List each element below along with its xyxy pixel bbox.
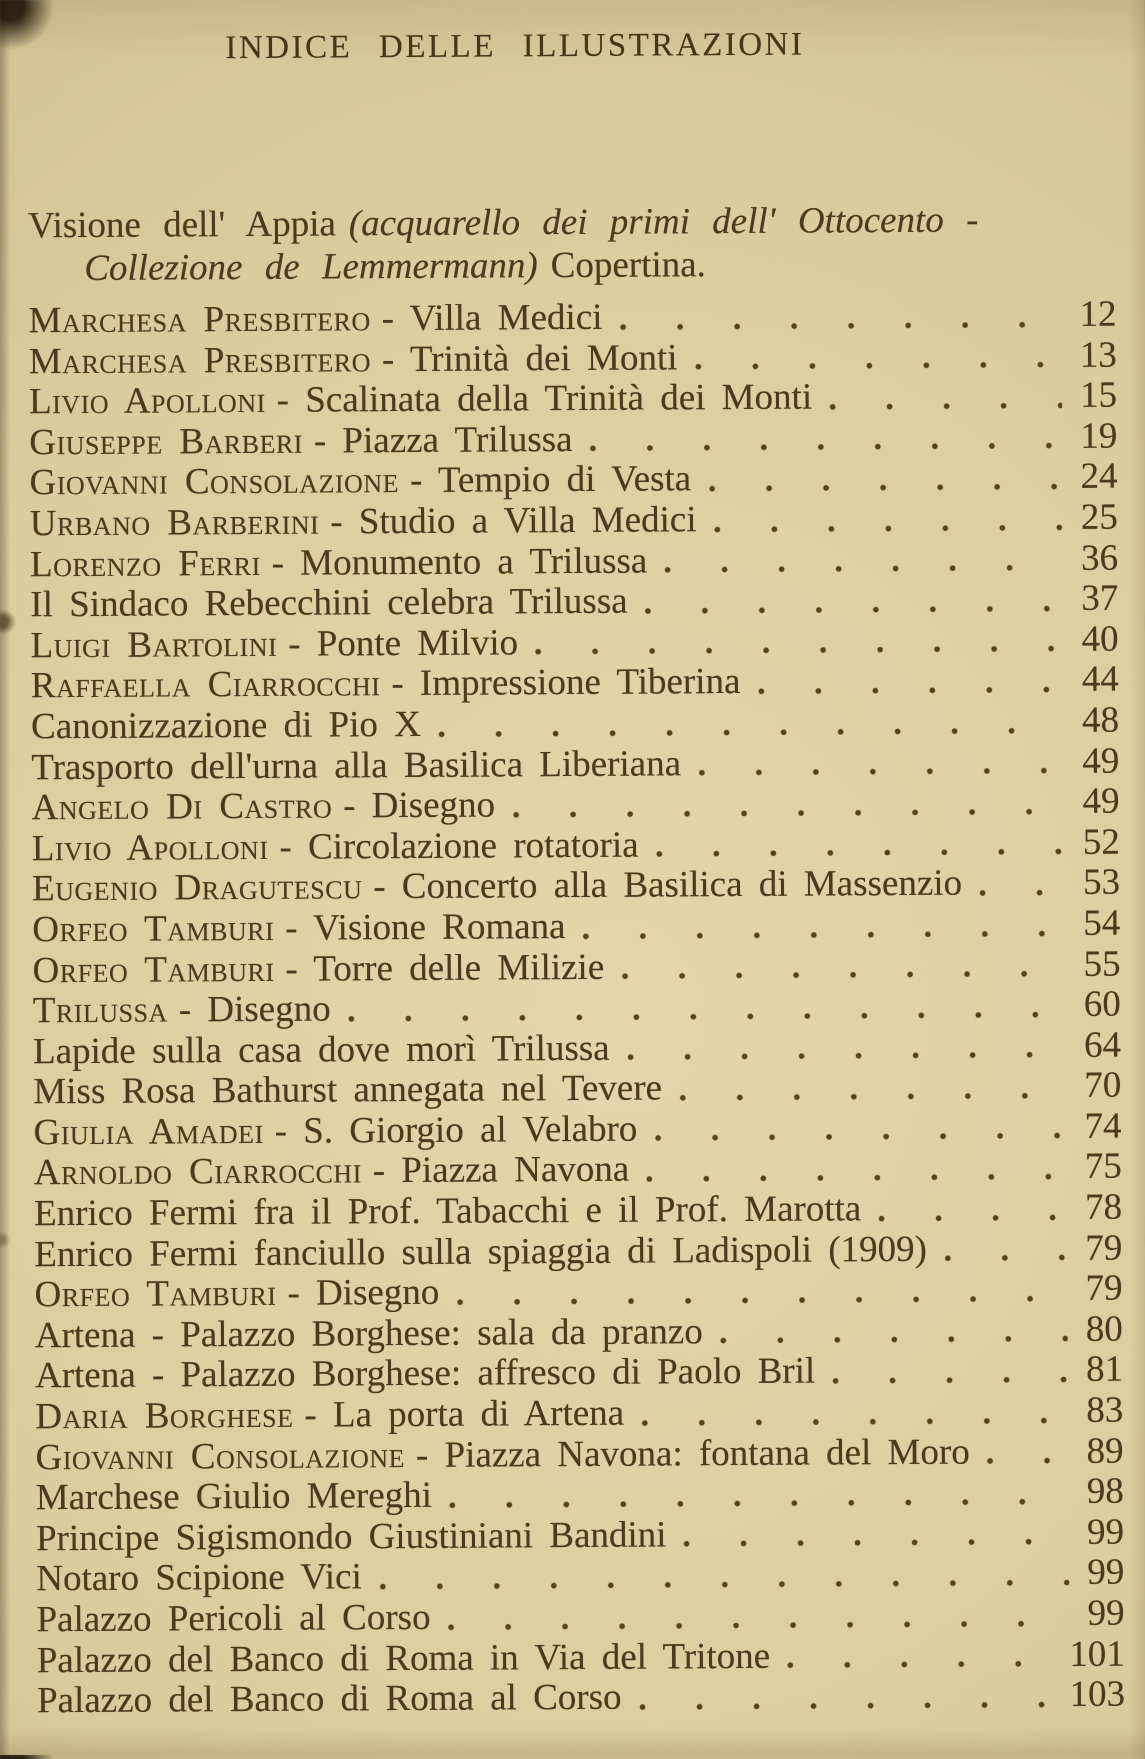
entry-title: Palazzo del Banco di Roma in Via del Tritone [37,1636,771,1681]
toc-list [28,295,1125,1722]
entry-title: - Monumento a Trilussa [272,541,648,584]
toc-entry-row [37,1675,1125,1722]
toc-entry-row [29,416,1117,463]
entry-page-number: 48 [1082,701,1119,742]
toc-entry-row [29,376,1117,423]
entry-page-number: 80 [1086,1309,1123,1350]
toc-entry-row [34,1147,1122,1194]
entry-page-number: 98 [1087,1472,1124,1513]
entry-author-name: Trilussa [33,991,168,1032]
entry-author-name: Eugenio Dragutescu [32,868,362,911]
toc-entry-row [36,1553,1124,1600]
toc-entry-row [32,944,1120,991]
dot-leader [621,969,1065,981]
entry-page-number: 78 [1085,1188,1122,1229]
entry-title: - Disegno [343,786,495,828]
entry-page-number: 101 [1069,1634,1125,1675]
entry-page-number: 52 [1083,822,1120,863]
entry-title: - Tempio di Vesta [410,460,691,502]
dot-leader [379,1578,1069,1591]
entry-page-number: 25 [1081,498,1118,539]
entry-author-name: Giovanni Consolazione [29,461,399,504]
toc-entry-row [33,985,1121,1032]
entry-page-number: 75 [1085,1147,1122,1188]
dot-leader [448,1619,1070,1632]
dot-leader [684,1537,1070,1548]
entry-page-number: 99 [1087,1553,1124,1594]
entry-page-number: 89 [1086,1431,1123,1472]
entry-author-name: Orfeo Tamburi [32,909,274,951]
toc-entry-row [30,538,1118,585]
entry-author-name: Orfeo Tamburi [34,1274,276,1316]
dot-leader [757,685,1063,696]
toc-entry-row [37,1634,1125,1681]
dot-leader [348,1010,1066,1023]
entry-page-number: 83 [1086,1391,1123,1432]
cover-entry-italic-2: Collezione de Lemmermann) [84,245,538,289]
entry-title: Marchese Giulio Mereghi [36,1476,432,1519]
entry-title: - Villa Medici [382,298,603,340]
dot-leader [679,1091,1066,1102]
entry-author-name: Livio Apolloni [29,381,266,423]
entry-author-name: Giulia Amadei [33,1112,263,1154]
entry-author-name: Urbano Barberini [30,503,320,545]
toc-entry-row [32,863,1120,910]
dot-leader [641,1416,1068,1428]
entry-title: Il Sindaco Rebecchini celebra Trilussa [30,582,628,626]
entry-page-number: 64 [1084,1025,1121,1066]
toc-entry-row [33,1066,1121,1113]
entry-page-number: 55 [1083,944,1120,985]
entry-page-number: 24 [1080,457,1117,498]
dot-leader [829,401,1062,411]
toc-entry-row [34,1188,1122,1235]
toc-entry-row [33,1025,1121,1072]
dot-leader [714,523,1063,534]
dot-leader [456,1294,1067,1307]
entry-page-number: 79 [1085,1228,1122,1269]
toc-entry-row [30,619,1118,666]
entry-title: - La porta di Artena [304,1394,624,1437]
dot-leader [698,766,1064,777]
entry-author-name: Giuseppe Barberi [29,421,303,463]
cover-entry-roman-2: Copertina. [551,244,706,286]
entry-author-name: Orfeo Tamburi [32,949,274,991]
entry-author-name: Angelo Di Castro [31,787,332,829]
entry-page-number: 19 [1080,416,1117,457]
dot-leader [639,1700,1052,1712]
entry-title: - Disegno [287,1273,439,1315]
dot-leader [979,888,1065,898]
dot-leader [720,1334,1068,1345]
cover-entry-italic-1: (acquarello dei primi dell' Ottocento - [349,200,979,245]
toc-entry-row [29,335,1117,382]
toc-entry-row [28,295,1116,342]
cover-entry-roman-1: Visione dell' Appia [28,203,336,246]
entry-author-name: Raffaella Ciarrocchi [31,665,381,708]
dot-leader [987,1456,1069,1465]
dot-leader [583,928,1066,940]
dot-leader [645,604,1064,616]
entry-author-name: Giovanni Consolazione [35,1436,405,1479]
entry-title: - Piazza Trilussa [314,420,573,462]
entry-title: Lapide sulla casa dove morì Trilussa [33,1028,610,1072]
entry-page-number: 79 [1085,1269,1122,1310]
entry-author-name: Marchesa Presbitero [28,299,370,342]
entry-title: Palazzo Pericoli al Corso [36,1598,430,1641]
toc-entry-row [30,498,1118,545]
entry-author-name: Daria Borghese [35,1396,293,1438]
dot-leader [664,563,1063,574]
toc-entry-row [35,1431,1123,1478]
entry-page-number: 40 [1081,619,1118,660]
toc-entry-row [33,1107,1121,1154]
entry-page-number: 99 [1087,1512,1124,1553]
entry-title: Miss Rosa Bathurst annegata nel Tevere [33,1069,662,1113]
entry-page-number: 13 [1080,335,1117,376]
entry-page-number: 99 [1087,1594,1124,1635]
toc-entry-row [31,660,1119,707]
entry-page-number: 36 [1081,538,1118,579]
entry-page-number: 74 [1084,1107,1121,1148]
toc-entry-row [31,741,1119,788]
entry-author-name: Lorenzo Ferri [30,543,261,585]
entry-title: - Visione Romana [285,907,566,949]
toc-entry-row [30,579,1118,626]
toc-entry-row [34,1228,1122,1275]
entry-title: Trasporto dell'urna alla Basilica Liberiana [31,744,681,789]
entry-title: - Concerto alla Basilica di Massenzio [373,864,962,908]
toc-entry-row [31,701,1119,748]
entry-title: Principe Sigismondo Giustiniani Bandini [36,1515,667,1559]
entry-page-number: 49 [1082,782,1119,823]
entry-author-name: Arnoldo Ciarrocchi [34,1152,362,1195]
dot-leader [708,482,1062,493]
dot-leader [512,807,1065,819]
dot-leader [878,1213,1067,1223]
cover-entry [28,198,1117,291]
entry-title: - Piazza Navona: fontana del Moro [416,1432,970,1476]
entry-page-number: 103 [1069,1675,1125,1716]
entry-title: Palazzo del Banco di Roma al Corso [37,1678,622,1722]
entry-title: Artena - Palazzo Borghese: affresco di Paolo Bril [35,1352,815,1397]
entry-title: Canonizzazione di Pio X [31,705,421,748]
dot-leader [832,1375,1068,1385]
entry-author-name: Marchesa Presbitero [29,340,371,383]
entry-title: - Disegno [179,990,331,1032]
entry-page-number: 15 [1080,376,1117,417]
toc-entry-row [36,1472,1124,1519]
entry-title: - Scalinata della Trinità dei Monti [277,378,813,422]
dot-leader [535,644,1064,656]
entry-page-number: 37 [1081,579,1118,620]
dot-leader [646,1172,1067,1184]
dot-leader [654,1131,1066,1143]
toc-entry-row [29,457,1117,504]
entry-title: - Studio a Villa Medici [330,500,697,543]
dot-leader [944,1253,1067,1263]
toc-entry-row [36,1512,1124,1559]
entry-title: Artena - Palazzo Borghese: sala da pranzo [35,1312,703,1357]
entry-title: - Torre delle Milizie [285,947,604,990]
entry-author-name: Livio Apolloni [32,828,269,870]
entry-title: - S. Giorgio al Velabro [275,1109,638,1152]
toc-entry-row [36,1594,1124,1641]
toc-entry-row [32,904,1120,951]
dot-leader [438,726,1064,739]
entry-author-name: Luigi Bartolini [30,625,277,667]
entry-page-number: 53 [1083,863,1120,904]
cover-entry-line-2 [28,241,1116,291]
entry-page-number: 44 [1082,660,1119,701]
toc-entry-row [31,782,1119,829]
page-title: INDICE DELLE ILLUSTRAZIONI [0,15,1059,69]
dot-leader [656,847,1065,858]
dot-leader [627,1050,1066,1062]
dot-leader [787,1659,1051,1670]
cover-entry-line-1 [28,198,1116,248]
dot-leader [590,441,1063,453]
entry-title: Enrico Fermi fanciullo sulla spiaggia di Ladispoli (1909) [34,1229,927,1275]
entry-title: - Piazza Navona [373,1150,630,1192]
toc-entry-row [35,1350,1123,1397]
entry-page-number: 49 [1082,741,1119,782]
entry-title: - Trinità dei Monti [382,338,678,380]
entry-page-number: 81 [1086,1350,1123,1391]
dot-leader [694,360,1061,371]
entry-title: - Circolazione rotatoria [279,825,638,868]
entry-page-number: 12 [1079,295,1116,336]
entry-page-number: 60 [1084,985,1121,1026]
entry-page-number: 54 [1083,904,1120,945]
entry-title: Enrico Fermi fra il Prof. Tabacchi e il Prof. Marotta [34,1189,861,1235]
toc-entry-row [35,1309,1123,1356]
dot-leader [449,1497,1069,1510]
toc-entry-row [34,1269,1122,1316]
entry-title: Notaro Scipione Vici [36,1558,362,1601]
dot-leader [619,320,1061,332]
entry-title: - Ponte Milvio [288,623,518,665]
entry-title: - Impressione Tiberina [391,662,740,705]
entry-page-number: 70 [1084,1066,1121,1107]
